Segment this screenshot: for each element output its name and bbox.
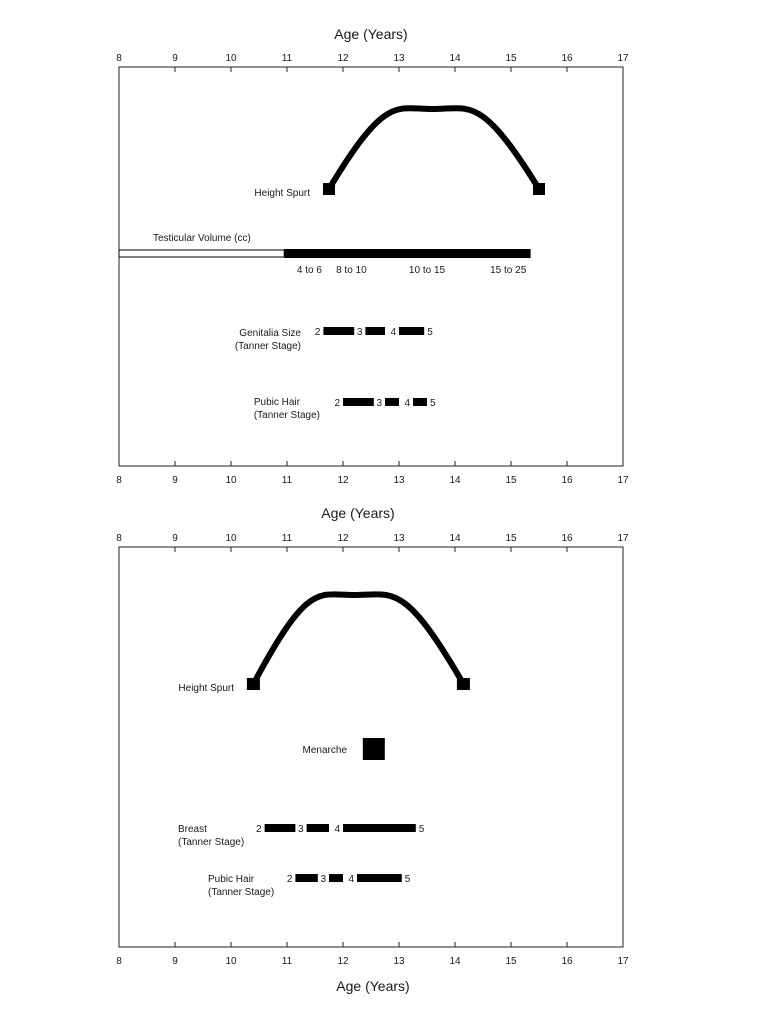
axis-tick-label: 8 [116, 956, 122, 967]
testicular-volume-ranges [297, 265, 527, 276]
girls-pubic-hair-sublabel: (Tanner Stage) [208, 887, 275, 898]
tanner-stage-bar [357, 874, 402, 882]
testicular-volume-open-bar [119, 250, 284, 257]
axis-tick-label: 15 [505, 475, 517, 486]
axis-tick-label: 10 [225, 475, 237, 486]
genitalia-size-label: Genitalia Size [239, 328, 301, 339]
axis-tick-label: 8 [116, 53, 122, 64]
axis-tick-label: 16 [561, 533, 573, 544]
breast-stage-bars [256, 824, 425, 835]
boys-pubic-hair-sublabel: (Tanner Stage) [253, 410, 320, 421]
tanner-stage-label: 3 [320, 874, 326, 885]
axis-tick-label: 9 [172, 956, 178, 967]
girls-pubic-stage-bars [287, 874, 411, 885]
axis-tick-label: 13 [393, 956, 405, 967]
menarche-marker [363, 738, 385, 760]
axis-tick-label: 14 [449, 956, 461, 967]
tanner-stage-label: 3 [298, 824, 304, 835]
boys-height-spurt-start-marker [323, 183, 335, 195]
girls-pubic-hair-label: Pubic Hair [208, 874, 255, 885]
girls-height-spurt-curve [253, 594, 463, 684]
boys-axis-title: Age (Years) [334, 26, 408, 42]
axis-tick-label: 17 [617, 956, 629, 967]
boys-pubic-stage-bars [334, 398, 436, 409]
axis-tick-label: 13 [393, 533, 405, 544]
tanner-stage-bar [399, 327, 424, 335]
breast-label: Breast [178, 824, 207, 835]
axis-tick-label: 17 [617, 475, 629, 486]
tanner-stage-bar [413, 398, 427, 406]
genitalia-size-sublabel: (Tanner Stage) [234, 341, 301, 352]
axis-tick-label: 10 [225, 533, 237, 544]
tanner-stage-label: 2 [256, 824, 262, 835]
axis-tick-label: 12 [337, 53, 349, 64]
testicular-range-label: 15 to 25 [490, 265, 527, 276]
axis-tick-label: 13 [393, 53, 405, 64]
boys-pubic-hair-label: Pubic Hair [253, 397, 300, 408]
tanner-stage-label: 2 [334, 398, 340, 409]
axis-tick-label: 15 [505, 533, 517, 544]
axis-tick-label: 14 [449, 53, 461, 64]
tanner-stage-label: 3 [376, 398, 382, 409]
axis-tick-label: 16 [561, 956, 573, 967]
boys-panel [116, 26, 629, 486]
axis-tick-label: 11 [281, 53, 293, 64]
axis-tick-label: 11 [281, 533, 293, 544]
boys-height-spurt-end-marker [533, 183, 545, 195]
tanner-stage-label: 4 [390, 327, 396, 338]
testicular-volume-label: Testicular Volume (cc) [153, 233, 251, 244]
girls-height-spurt-end-marker [457, 678, 470, 690]
boys-height-spurt-curve [329, 108, 539, 189]
tanner-stage-bar [295, 874, 317, 882]
tanner-stage-label: 4 [348, 874, 354, 885]
tanner-stage-label: 5 [418, 824, 425, 835]
testicular-range-label: 8 to 10 [336, 265, 367, 276]
tanner-stage-bar [343, 824, 416, 832]
axis-tick-label: 17 [617, 53, 629, 64]
tanner-stage-bar [343, 398, 374, 406]
axis-tick-label: 8 [116, 533, 122, 544]
boys-height-spurt-label: Height Spurt [254, 188, 310, 199]
axis-tick-label: 9 [172, 475, 178, 486]
tanner-stage-bar [365, 327, 385, 335]
girls-axis-title-bottom: Age (Years) [336, 978, 410, 994]
testicular-range-label: 4 to 6 [296, 265, 322, 276]
tanner-stage-bar [265, 824, 296, 832]
axis-tick-label: 14 [449, 475, 461, 486]
axis-tick-label: 9 [172, 53, 178, 64]
breast-sublabel: (Tanner Stage) [178, 837, 245, 848]
girls-axis-title-top: Age (Years) [321, 505, 395, 521]
axis-tick-label: 16 [561, 53, 573, 64]
axis-tick-label: 12 [337, 956, 349, 967]
menarche-label: Menarche [302, 745, 347, 756]
girls-height-spurt-label: Height Spurt [178, 683, 234, 694]
testicular-volume-filled-bar [284, 249, 530, 258]
axis-tick-label: 13 [393, 475, 405, 486]
tanner-stage-bar [323, 327, 354, 335]
girls-height-spurt-start-marker [247, 678, 260, 690]
axis-tick-label: 14 [449, 533, 461, 544]
boys-bottom-axis [116, 461, 629, 486]
tanner-stage-label: 3 [356, 327, 363, 338]
axis-tick-label: 17 [617, 533, 629, 544]
axis-tick-label: 15 [505, 53, 517, 64]
tanner-stage-label: 5 [404, 874, 411, 885]
axis-tick-label: 11 [281, 475, 293, 486]
tanner-stage-bar [385, 398, 399, 406]
testicular-range-label: 10 to 15 [408, 265, 446, 276]
girls-bottom-axis [116, 942, 629, 967]
tanner-stage-label: 2 [314, 327, 321, 338]
girls-panel [116, 505, 629, 994]
tanner-stage-label: 5 [430, 398, 436, 409]
tanner-stage-label: 5 [427, 327, 433, 338]
tanner-stage-bar [329, 874, 343, 882]
axis-tick-label: 15 [505, 956, 517, 967]
axis-tick-label: 10 [225, 956, 237, 967]
axis-tick-label: 11 [281, 956, 293, 967]
tanner-stage-label: 2 [286, 874, 293, 885]
axis-tick-label: 9 [172, 533, 178, 544]
tanner-stage-label: 4 [334, 824, 340, 835]
tanner-stage-bar [307, 824, 329, 832]
genitalia-stage-bars [315, 327, 433, 338]
axis-tick-label: 8 [116, 475, 122, 486]
tanner-stage-label: 4 [404, 398, 410, 409]
axis-tick-label: 10 [225, 53, 237, 64]
girls-top-axis [116, 533, 629, 552]
boys-top-axis [116, 53, 629, 72]
axis-tick-label: 12 [337, 475, 349, 486]
axis-tick-label: 16 [561, 475, 573, 486]
axis-tick-label: 12 [337, 533, 349, 544]
